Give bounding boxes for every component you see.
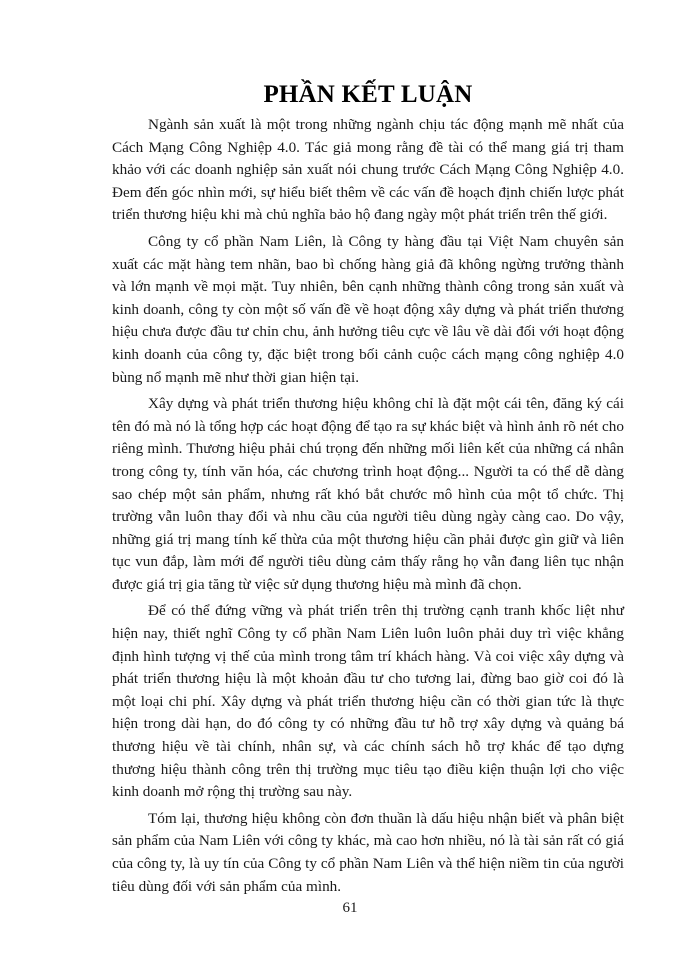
page-content [112,80,624,898]
paragraph-4: Để có thể đứng vững và phát triển trên thị trường cạnh tranh khốc liệt như hiện nay, thiết nghĩ Công ty cổ phần Nam Liên luôn luôn phải duy trì việc khẳng định hình tượng vị thế của mình trong tâm trí khách hàng. Và coi việc xây dựng và phát triển thương hiệu là một khoản đầu tư cho tương lai, đừng bao giờ coi đó là một loại chi phí. Xây dựng và phát triển thương hiệu cần có thời gian tức là thực hiện trong dài hạn, do đó công ty có những đầu tư hỗ trợ xây dựng và quảng bá thương hiệu về tài chính, nhân sự, và các chính sách hỗ trợ khác để tạo dựng thương hiệu thành công trên thị trường mục tiêu tạo điều kiện thuận lợi cho việc kinh doanh mở rộng thị trường sau này. [112,602,624,801]
paragraph-1: Ngành sản xuất là một trong những ngành chịu tác động mạnh mẽ nhất của Cách Mạng Công Nghiệp 4.0. Tác giả mong rằng đề tài có thể mang giá trị tham khảo với các doanh nghiệp sản xuất nói chung trước Cách Mạng Công Nghiệp 4.0. Đem đến góc nhìn mới, sự hiểu biết thêm về các vấn đề hoạch định chiến lược phát triển thương hiệu khi mà chủ nghĩa bảo hộ đang ngày một phát triển trên thế giới. [112,116,624,224]
page-number: 61 [342,900,358,916]
paragraph-3: Xây dựng và phát triển thương hiệu không chỉ là đặt một cái tên, đăng ký cái tên đó mà nó là tổng hợp các hoạt động để tạo ra sự khác biệt và hình ảnh rõ nét cho riêng mình. Thương hiệu phải chú trọng đến những mối liên kết của những cá nhân trong công ty, tính văn hóa, các chương trình hoạt động... Người ta có thể dễ dàng sao chép một sản phẩm, nhưng rất khó bắt chước mô hình của một tổ chức. Thị trường vẫn luôn thay đổi và nhu cầu của người tiêu dùng ngày càng cao. Do vậy, những giá trị mang tính kế thừa của một thương hiệu cần phải được gìn giữ và liên tục vun đắp, làm mới để người tiêu dùng cảm thấy rằng họ vẫn đang liên tục nhận được giá trị gia tăng từ việc sử dụng thương hiệu mà mình đã chọn. [112,395,624,593]
paragraph-2: Công ty cổ phần Nam Liên, là Công ty hàng đầu tại Việt Nam chuyên sản xuất các mặt hàng tem nhãn, bao bì chống hàng giả đã không ngừng trưởng thành và lớn mạnh về mọi mặt. Tuy nhiên, bên cạnh những thành công trong sản xuất và kinh doanh, công ty còn một số vấn đề về hoạt động xây dựng và phát triển thương hiệu chưa được đầu tư chỉn chu, ảnh hưởng tiêu cực về lâu về dài đối với hoạt động kinh doanh của công ty, đặc biệt trong bối cảnh cuộc cách mạng công nghiệp 4.0 bùng nổ mạnh mẽ như thời gian hiện tại. [112,232,624,386]
paragraph-5: Tóm lại, thương hiệu không còn đơn thuần là dấu hiệu nhận biết và phân biệt sản phẩm của Nam Liên với công ty khác, mà cao hơn nhiều, nó là tài sản rất có giá của công ty, là uy tín của Công ty cổ phần Nam Liên và thể hiện niềm tin của người tiêu dùng đối với sản phẩm của mình. [112,809,624,895]
page-title: PHẦN KẾT LUẬN [263,81,473,108]
